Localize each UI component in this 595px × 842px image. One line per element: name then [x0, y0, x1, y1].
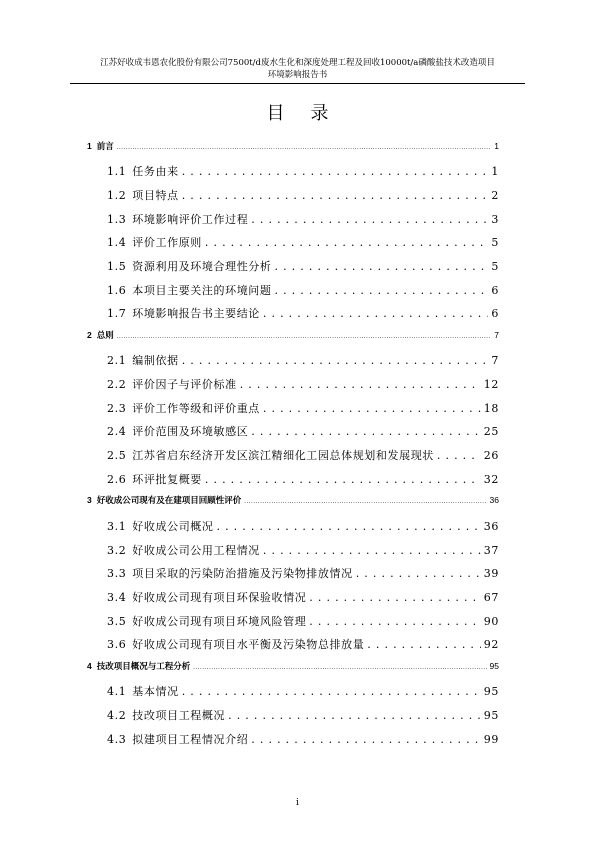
toc-entry-page: 25: [483, 425, 499, 438]
toc-entry-label: 环境影响评价工作过程: [132, 213, 249, 226]
toc-dot-leader: [251, 425, 481, 438]
toc-section-entry[interactable]: [107, 163, 499, 179]
toc-entry-number: 2.5: [107, 449, 127, 462]
toc-entry-page: 7: [494, 330, 499, 340]
toc-entry-label: 项目特点: [132, 189, 179, 202]
toc-entry-number: 3: [87, 495, 92, 505]
toc-dot-leader: [275, 284, 489, 297]
toc-entry-page: 95: [483, 685, 499, 698]
toc-entry-page: 2: [491, 189, 499, 202]
toc-entry-number: 4.3: [107, 733, 127, 746]
toc-entry-page: 36: [489, 495, 499, 505]
toc-section-entry[interactable]: [107, 258, 499, 274]
toc-dot-leader: [182, 165, 489, 178]
toc-section-entry[interactable]: [107, 282, 499, 298]
header-line-2: 环境影响报告书: [267, 70, 328, 80]
page-number: i: [296, 798, 299, 808]
toc-entry-label: 技改项目概况与工程分析: [96, 661, 191, 671]
toc-entry-page: 92: [483, 638, 499, 651]
toc-entry-page: 90: [483, 615, 499, 628]
toc-entry-page: 95: [483, 709, 499, 722]
toc-entry-number: 1.3: [107, 213, 127, 226]
toc-section-entry[interactable]: [107, 518, 499, 534]
toc-entry-page: 1: [491, 165, 499, 178]
page-title: 目录: [266, 103, 355, 124]
toc-section-entry[interactable]: [107, 234, 499, 250]
toc-entry-label: 评价工作等级和评价重点: [132, 402, 260, 415]
toc-section-entry[interactable]: [107, 423, 499, 439]
toc-entry-label: 环境影响报告书主要结论: [132, 307, 260, 320]
toc-entry-label: 拟建项目工程情况介绍: [132, 733, 249, 746]
toc-dot-leader: [309, 591, 481, 604]
toc-entry-number: 1.4: [107, 236, 127, 249]
toc-dot-leader: [182, 685, 481, 698]
header-line-1: 江苏好收成韦恩农化股份有限公司7500t/d废水生化和深度处理工程及回收10000t/a磷酸盐技术改造项目: [100, 58, 495, 68]
toc-section-entry[interactable]: [107, 471, 499, 487]
toc-entry-number: 2: [87, 330, 92, 340]
toc-section-entry[interactable]: [107, 707, 499, 723]
toc-entry-label: 好收成公司现有项目环境风险管理: [132, 615, 307, 628]
toc-entry-label: 前言: [96, 141, 114, 151]
toc-entry-number: 3.1: [107, 520, 127, 533]
toc-entry-number: 1: [87, 141, 92, 151]
toc-dot-leader: [275, 260, 489, 273]
toc-entry-number: 1.5: [107, 260, 127, 273]
toc-section-entry[interactable]: [107, 636, 499, 652]
toc-entry-number: 4: [87, 661, 92, 671]
toc-entry-label: 好收成公司现有项目水平衡及污染物总排放量: [132, 638, 365, 651]
toc-section-entry[interactable]: [107, 400, 499, 416]
toc-entry-page: 1: [494, 141, 499, 151]
toc-entry-label: 好收成公司概况: [132, 520, 214, 533]
toc-entry-label: 评价工作原则: [132, 236, 202, 249]
toc-entry-page: 5: [491, 260, 499, 273]
toc-entry-number: 1.1: [107, 165, 127, 178]
toc-dot-leader: [263, 402, 481, 415]
toc-entry-page: 5: [491, 236, 499, 249]
toc-entry-label: 环评批复概要: [132, 473, 202, 486]
toc-entry-page: 7: [491, 354, 499, 367]
toc-entry-page: 12: [483, 378, 499, 391]
toc-entry-number: 4.2: [107, 709, 127, 722]
toc-entry-label: 评价因子与评价标准: [132, 378, 237, 391]
toc-entry-label: 项目采取的污染防治措施及污染物排放情况: [132, 567, 353, 580]
toc-entry-number: 2.2: [107, 378, 127, 391]
toc-entry-label: 基本情况: [132, 685, 179, 698]
toc-dot-leader: [251, 213, 488, 226]
toc-dot-leader: [117, 330, 492, 340]
toc-dot-leader: [356, 567, 481, 580]
toc-entry-label: 技改项目工程概况: [132, 709, 226, 722]
toc-dot-leader: [205, 236, 488, 249]
toc-entry-page: 6: [491, 307, 499, 320]
toc-section-entry[interactable]: [107, 542, 499, 558]
toc-dot-leader: [182, 189, 489, 202]
toc-entry-number: 2.4: [107, 425, 127, 438]
toc-entry-number: 2.3: [107, 402, 127, 415]
toc-dot-leader: [244, 495, 486, 505]
toc-entry-page: 95: [489, 661, 499, 671]
toc-entry-page: 3: [491, 213, 499, 226]
toc-entry-page: 99: [483, 733, 499, 746]
toc-entry-number: 3.4: [107, 591, 127, 604]
toc-dot-leader: [193, 661, 486, 671]
toc-section-entry[interactable]: [107, 376, 499, 392]
toc-dot-leader: [205, 473, 481, 486]
toc-entry-number: 2.6: [107, 473, 127, 486]
toc-section-entry[interactable]: [107, 589, 499, 605]
toc-dot-leader: [263, 307, 488, 320]
toc-entry-number: 4.1: [107, 685, 127, 698]
toc-entry-number: 2.1: [107, 354, 127, 367]
toc-entry-label: 任务由来: [132, 165, 179, 178]
toc-entry-number: 1.6: [107, 284, 127, 297]
toc-section-entry[interactable]: [107, 565, 499, 581]
toc-dot-leader: [263, 544, 481, 557]
toc-section-entry[interactable]: [107, 731, 499, 747]
toc-entry-page: 67: [483, 591, 499, 604]
toc-entry-label: 好收成公司公用工程情况: [132, 544, 260, 557]
toc-entry-page: 26: [483, 449, 499, 462]
toc-entry-number: 3.3: [107, 567, 127, 580]
toc-section-entry[interactable]: [107, 305, 499, 321]
toc-section-entry[interactable]: [107, 447, 499, 463]
toc-section-entry[interactable]: [107, 211, 499, 227]
toc-entry-label: 好收成公司现有项目环保验收情况: [132, 591, 307, 604]
toc-dot-leader: [117, 141, 492, 151]
toc-entry-label: 资源利用及环境合理性分析: [132, 260, 272, 273]
toc-entry-label: 编制依据: [132, 354, 179, 367]
toc-section-entry[interactable]: [107, 683, 499, 699]
toc-entry-page: 6: [491, 284, 499, 297]
toc-section-entry[interactable]: [107, 352, 499, 368]
toc-dot-leader: [437, 449, 481, 462]
toc-entry-number: 1.7: [107, 307, 127, 320]
toc-chapter-entry[interactable]: [87, 660, 499, 672]
toc-entry-label: 评价范围及环境敏感区: [132, 425, 249, 438]
toc-entry-label: 本项目主要关注的环境问题: [132, 284, 272, 297]
toc-entry-label: 好收成公司现有及在建项目回顾性评价: [96, 495, 242, 505]
toc-entry-page: 32: [483, 473, 499, 486]
toc-entry-number: 3.6: [107, 638, 127, 651]
toc-chapter-entry[interactable]: [87, 494, 499, 506]
toc-dot-leader: [182, 354, 489, 367]
toc-entry-number: 1.2: [107, 189, 127, 202]
toc-entry-page: 37: [483, 544, 499, 557]
toc-dot-leader: [251, 733, 481, 746]
toc-dot-leader: [367, 638, 481, 651]
toc-entry-page: 18: [483, 402, 499, 415]
toc-chapter-entry[interactable]: [87, 140, 499, 152]
toc-section-entry[interactable]: [107, 613, 499, 629]
toc-entry-number: 3.2: [107, 544, 127, 557]
toc-entry-label: 总则: [96, 330, 114, 340]
toc-chapter-entry[interactable]: [87, 329, 499, 341]
toc-entry-label: 江苏省启东经济开发区滨江精细化工园总体规划和发展现状: [132, 449, 434, 462]
toc-dot-leader: [309, 615, 481, 628]
toc-dot-leader: [217, 520, 481, 533]
toc-entry-page: 39: [483, 567, 499, 580]
toc-entry-number: 3.5: [107, 615, 127, 628]
toc-dot-leader: [228, 709, 481, 722]
toc-dot-leader: [240, 378, 481, 391]
toc-entry-page: 36: [483, 520, 499, 533]
toc-section-entry[interactable]: [107, 187, 499, 203]
